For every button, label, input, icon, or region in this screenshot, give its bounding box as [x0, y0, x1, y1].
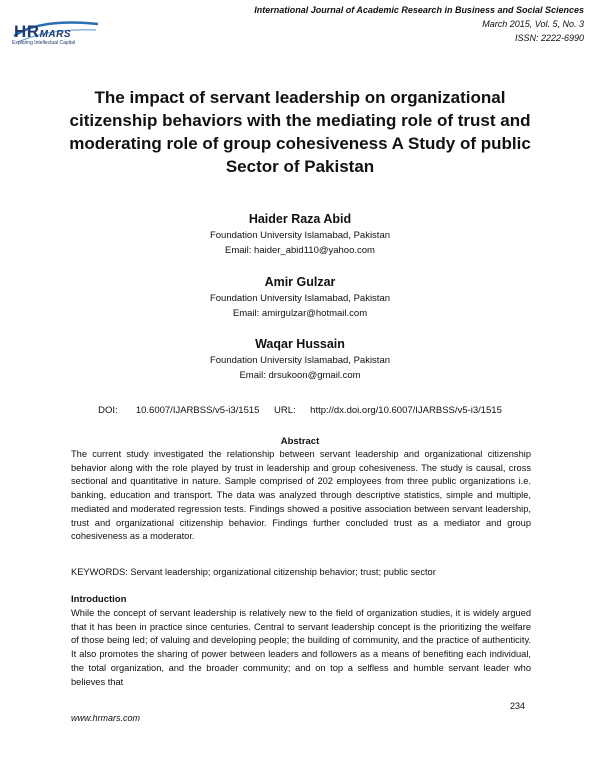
author-name: Amir Gulzar [264, 275, 336, 289]
author-name: Waqar Hussain [255, 337, 345, 351]
issn: ISSN: 2222-6990 [514, 33, 584, 43]
logo-wordmark: HRMARS [14, 22, 72, 41]
keywords: KEYWORDS: Servant leadership; organizational citizenship behavior; trust; public sector [71, 567, 436, 577]
author-block [0, 274, 600, 321]
author-name: Haider Raza Abid [248, 212, 352, 226]
author-email: Email: drsukoon@gmail.com [239, 370, 361, 381]
paper-title: The impact of servant leadership on organizational citizenship behaviors with the mediating role of trust and moderating role of group cohesiveness A Study of public Sector of Pakistan [69, 88, 531, 176]
author-affiliation: Foundation University Islamabad, Pakistan [209, 293, 391, 304]
footer-website: www.hrmars.com [71, 713, 141, 723]
introduction-text: While the concept of servant leadership is relatively new to the field of organization studies, it is widely argued that it has been in practice since centuries. Central to servant leadership concept is the prioritizing the welfare of those being led; of valuing and developing people; the building of community, and the practice of authenticity. It also promotes the sharing of power between leaders and followers as a means of benefiting each individual, the total organization, and the broader community; and on top a selfless and humble servant leader who believes that [71, 608, 531, 687]
abstract-heading: Abstract [280, 436, 320, 447]
doi-line: DOI: 10.6007/IJARBSS/v5-i3/1515 URL: http://dx.doi.org/10.6007/IJARBSS/v5-i3/1515 [98, 405, 502, 416]
author-block [0, 211, 600, 258]
abstract-text: The current study investigated the relationship between servant leadership and organizational citizenship behavior along with the role played by trust in leadership and group cohesiveness. The study is causal, cross sectional and quantitative in nature. Sample comprised of 202 employees from three public organizations i.e. banking, education and transport. The data was analyzed through descriptive statistics, simple and multiple, mediated and moderated regression tests. Findings showed a positive association between servant leadership, trust and organizational citizenship behavior. Findings further concluded trust as a mediator and group cohesiveness as a moderator. [71, 449, 531, 542]
introduction-heading: Introduction [71, 594, 127, 605]
journal-name: International Journal of Academic Research in Business and Social Sciences [254, 5, 584, 15]
journal-header [254, 3, 584, 45]
logo-tagline: Exploring Intellectual Capital [12, 40, 76, 46]
author-email: Email: amirgulzar@hotmail.com [232, 308, 368, 319]
author-affiliation: Foundation University Islamabad, Pakistan [209, 355, 391, 366]
issue-info: March 2015, Vol. 5, No. 3 [482, 19, 584, 29]
page-number: 234 [510, 701, 526, 711]
author-block [0, 336, 600, 383]
author-email: Email: haider_abid110@yahoo.com [225, 245, 375, 256]
author-affiliation: Foundation University Islamabad, Pakistan [209, 230, 391, 241]
